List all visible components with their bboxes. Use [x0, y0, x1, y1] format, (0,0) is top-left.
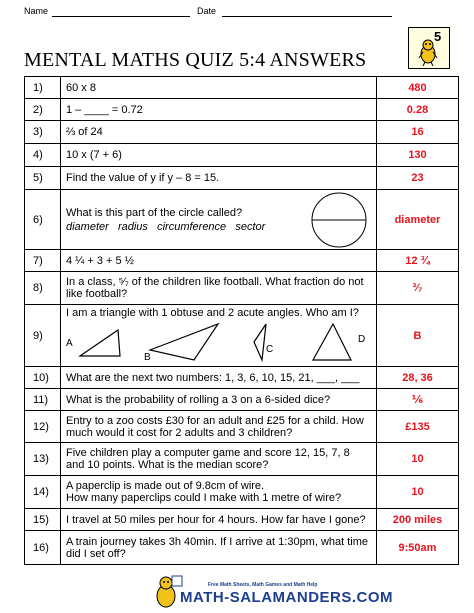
question-text: ⅔ of 24	[61, 121, 377, 144]
question-cell	[61, 476, 377, 509]
answer: 16	[377, 121, 459, 144]
answer: diameter	[377, 190, 459, 250]
question-number: 13)	[25, 443, 61, 476]
question-number: 16)	[25, 531, 61, 565]
salamander-mascot-icon	[148, 574, 184, 610]
footer	[0, 572, 474, 613]
name-line	[52, 16, 190, 17]
answer: 0.28	[377, 99, 459, 121]
quiz-title: MENTAL MATHS QUIZ 5:4 ANSWERS	[24, 49, 367, 71]
footer-tagline: Free Math Sheets, Math Games and Math Help	[208, 582, 318, 588]
question-row	[25, 272, 459, 305]
answer: ⅙	[377, 389, 459, 411]
question-row	[25, 305, 459, 367]
answer: 9:50am	[377, 531, 459, 565]
question-row	[25, 121, 459, 144]
answer: ³⁄₇	[377, 272, 459, 305]
footer-site[interactable]: MATH-SALAMANDERS.COM	[180, 589, 394, 606]
triangles-diagram	[66, 320, 366, 364]
question-number: 2)	[25, 99, 61, 121]
question-number: 9)	[25, 305, 61, 367]
question-text: A paperclip is made out of 9.8cm of wire.	[66, 480, 265, 492]
question-row	[25, 144, 459, 167]
question-text: 4 ¼ + 3 + 5 ½	[61, 250, 377, 272]
question-number: 4)	[25, 144, 61, 167]
question-row	[25, 389, 459, 411]
question-row	[25, 476, 459, 509]
quiz-table	[24, 76, 459, 565]
question-text: I travel at 50 miles per hour for 4 hours. How far have I gone?	[61, 509, 377, 531]
name-label: Name	[24, 6, 49, 16]
question-6-content	[66, 192, 370, 248]
question-text: What is this part of the circle called?	[66, 206, 243, 219]
answer: 130	[377, 144, 459, 167]
question-text: A train journey takes 3h 40min. If I arrive at 1:30pm, what time did I set off?	[61, 531, 377, 565]
question-text: What are the next two numbers: 1, 3, 6, 10, 15, 21, ___, ___	[61, 367, 377, 389]
answer: 28, 36	[377, 367, 459, 389]
answer: 10	[377, 443, 459, 476]
question-text-line2: How many paperclips could I make with 1 metre of wire?	[66, 492, 342, 504]
answer: 10	[377, 476, 459, 509]
question-cell	[61, 190, 377, 250]
answer: B	[377, 305, 459, 367]
answer: 480	[377, 77, 459, 99]
question-row	[25, 190, 459, 250]
triangle-label: C	[266, 344, 274, 355]
question-row	[25, 250, 459, 272]
answer: £135	[377, 411, 459, 443]
question-number: 7)	[25, 250, 61, 272]
question-number: 14)	[25, 476, 61, 509]
question-text: 1 – ____ = 0.72	[61, 99, 377, 121]
question-number: 5)	[25, 167, 61, 190]
question-row	[25, 531, 459, 565]
question-cell	[61, 305, 377, 367]
date-line	[222, 16, 392, 17]
question-number: 15)	[25, 509, 61, 531]
triangle-label: D	[358, 334, 366, 345]
question-text: Five children play a computer game and score 12, 15, 7, 8 and 10 points. What is the median score?	[61, 443, 377, 476]
question-row	[25, 167, 459, 190]
triangle-label: B	[144, 352, 151, 363]
date-label: Date	[197, 6, 217, 16]
answer: 23	[377, 167, 459, 190]
question-number: 12)	[25, 411, 61, 443]
question-row	[25, 411, 459, 443]
question-text: What is the probability of rolling a 3 on a 6-sided dice?	[61, 389, 377, 411]
question-number: 3)	[25, 121, 61, 144]
answer: 200 miles	[377, 509, 459, 531]
question-text: I am a triangle with 1 obtuse and 2 acute angles. Who am I?	[66, 307, 359, 319]
answer: 12 ¾	[377, 250, 459, 272]
question-number: 8)	[25, 272, 61, 305]
question-text: 10 x (7 + 6)	[61, 144, 377, 167]
question-number: 11)	[25, 389, 61, 411]
question-row	[25, 77, 459, 99]
question-number: 10)	[25, 367, 61, 389]
question-text: 60 x 8	[61, 77, 377, 99]
logo-number: 5	[434, 29, 442, 44]
question-number: 6)	[25, 190, 61, 250]
question-row	[25, 99, 459, 121]
circle-diameter-diagram	[308, 192, 370, 248]
question-options: diameter radius circumference sector	[66, 220, 266, 233]
question-text: Entry to a zoo costs £30 for an adult and £25 for a child. How much would it cost for 2 adults and 3 children?	[61, 411, 377, 443]
question-text: In a class, ⁵⁄₇ of the children like football. What fraction do not like football?	[61, 272, 377, 305]
question-row	[25, 443, 459, 476]
salamander-icon	[415, 38, 441, 66]
question-row	[25, 367, 459, 389]
question-text: Find the value of y if y – 8 = 15.	[61, 167, 377, 190]
triangle-label: A	[66, 338, 73, 349]
salamander-logo	[408, 27, 450, 69]
question-row	[25, 509, 459, 531]
question-number: 1)	[25, 77, 61, 99]
